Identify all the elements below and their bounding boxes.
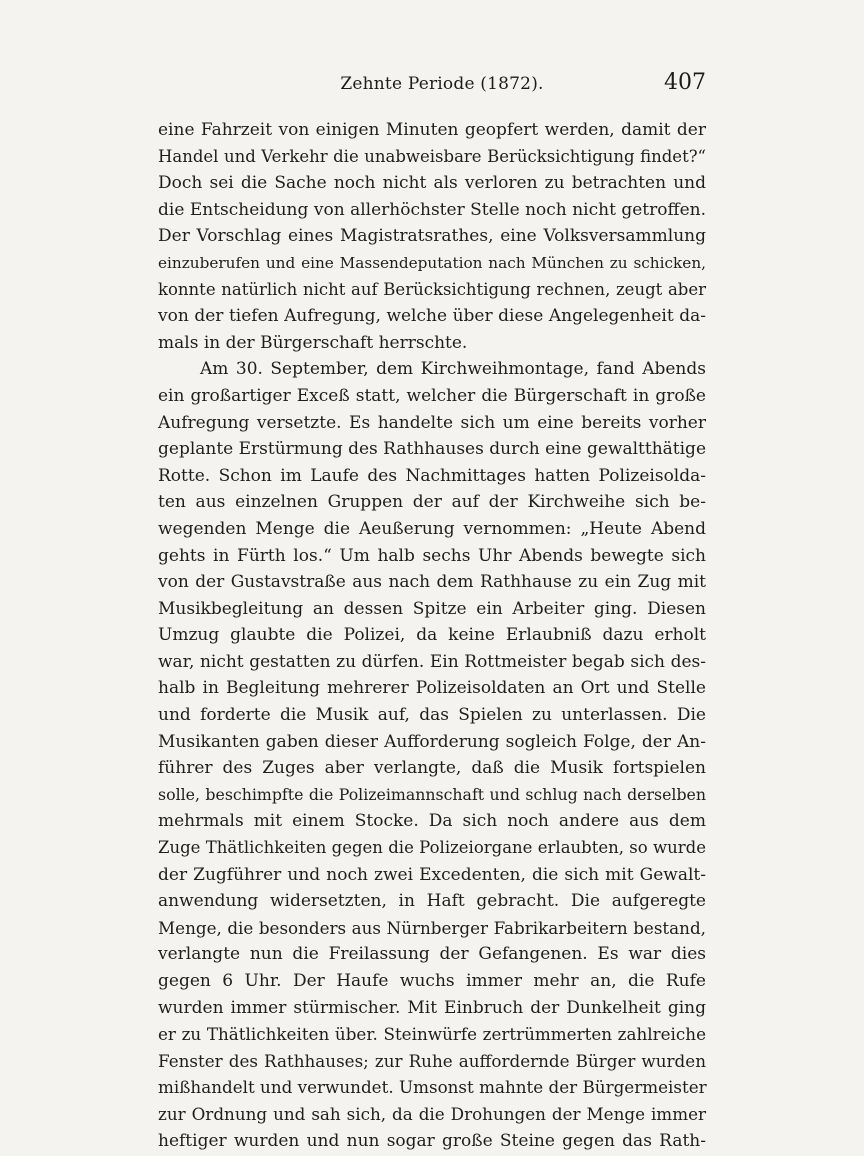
text-line: gegen 6 Uhr. Der Haufe wuchs immer mehr an, die Rufe bbox=[158, 971, 706, 991]
text-line: Aufregung versetzte. Es handelte sich um eine bereits vorher bbox=[158, 412, 706, 433]
page-number: 407 bbox=[664, 70, 706, 95]
running-header bbox=[158, 66, 706, 102]
text-line: Zuge Thätlichkeiten gegen die Polizeiorgane erlaubten, so wurde bbox=[158, 838, 706, 858]
text-line: ten aus einzelnen Gruppen der auf der Kirchweihe sich be- bbox=[158, 492, 706, 513]
text-line: er zu Thätlichkeiten über. Steinwürfe zertrümmerten zahlreiche bbox=[158, 1024, 706, 1045]
text-line: anwendung widersetzten, in Haft gebracht. Die aufgeregte bbox=[158, 891, 706, 912]
text-line: wegenden Menge die Aeußerung vernommen: „Heute Abend bbox=[158, 518, 706, 539]
text-line: die Entscheidung von allerhöchster Stelle noch nicht getroffen. bbox=[158, 199, 706, 220]
text-line: geplante Erstürmung des Rathhauses durch eine gewaltthätige bbox=[158, 439, 707, 460]
text-line: gehts in Fürth los.“ Um halb sechs Uhr Abends bewegte sich bbox=[158, 545, 706, 566]
running-title: Zehnte Periode (1872). bbox=[340, 74, 544, 94]
text-line: und forderte die Musik auf, das Spielen zu unterlassen. Die bbox=[158, 705, 706, 726]
text-line: Am 30. September, dem Kirchweihmontage, fand Abends bbox=[200, 359, 706, 380]
text-line: wurden immer stürmischer. Mit Einbruch der Dunkelheit ging bbox=[158, 997, 706, 1018]
text-line: Handel und Verkehr die unabweisbare Berücksichtigung findet?“ bbox=[158, 146, 706, 166]
text-line: Doch sei die Sache noch nicht als verloren zu betrachten und bbox=[158, 173, 706, 194]
text-line: mehrmals mit einem Stocke. Da sich noch andere aus dem bbox=[158, 811, 706, 832]
text-line: ein großartiger Exceß statt, welcher die Bürgerschaft in große bbox=[158, 385, 706, 406]
text-line: verlangte nun die Freilassung der Gefangenen. Es war dies bbox=[158, 944, 706, 965]
text-line: Fenster des Rathhauses; zur Ruhe auffordernde Bürger wurden bbox=[158, 1050, 706, 1071]
text-line: konnte natürlich nicht auf Berücksichtigung rechnen, zeugt aber bbox=[158, 279, 706, 299]
text-line: halb in Begleitung mehrerer Polizeisoldaten an Ort und Stelle bbox=[158, 678, 706, 699]
text-line: von der Gustavstraße aus nach dem Rathhause zu ein Zug mit bbox=[158, 572, 706, 593]
text-line: Umzug glaubte die Polizei, da keine Erlaubniß dazu erholt bbox=[158, 625, 706, 646]
text-line: mals in der Bürgerschaft herrschte. bbox=[158, 332, 468, 353]
text-line: mißhandelt und verwundet. Umsonst mahnte der Bürgermeister bbox=[158, 1077, 707, 1098]
text-line: solle, beschimpfte die Polizeimannschaft und schlug nach derselben bbox=[158, 784, 706, 804]
text-line: führer des Zuges aber verlangte, daß die Musik fortspielen bbox=[158, 758, 706, 779]
text-line: der Zugführer und noch zwei Excedenten, die sich mit Gewalt- bbox=[158, 864, 706, 885]
text-line: einzuberufen und eine Massendeputation nach München zu schicken, bbox=[158, 253, 706, 272]
text-line: Menge, die besonders aus Nürnberger Fabrikarbeitern bestand, bbox=[158, 917, 706, 938]
text-line: Musikbegleitung an dessen Spitze ein Arbeiter ging. Diesen bbox=[158, 598, 706, 619]
text-line: eine Fahrzeit von einigen Minuten geopfert werden, damit der bbox=[158, 120, 706, 140]
text-line: heftiger wurden und nun sogar große Steine gegen das Rath- bbox=[158, 1130, 706, 1151]
text-line: von der tiefen Aufregung, welche über diese Angelegenheit da- bbox=[158, 306, 706, 327]
text-line: zur Ordnung und sah sich, da die Drohungen der Menge immer bbox=[158, 1103, 706, 1124]
text-line: war, nicht gestatten zu dürfen. Ein Rottmeister begab sich des- bbox=[158, 651, 706, 672]
text-line: Rotte. Schon im Laufe des Nachmittages hatten Polizeisolda- bbox=[158, 465, 706, 486]
text-line: Der Vorschlag eines Magistratsrathes, eine Volksversammlung bbox=[158, 226, 706, 247]
text-line: Musikanten gaben dieser Aufforderung sogleich Folge, der An- bbox=[158, 731, 706, 752]
body-text bbox=[158, 117, 706, 1154]
